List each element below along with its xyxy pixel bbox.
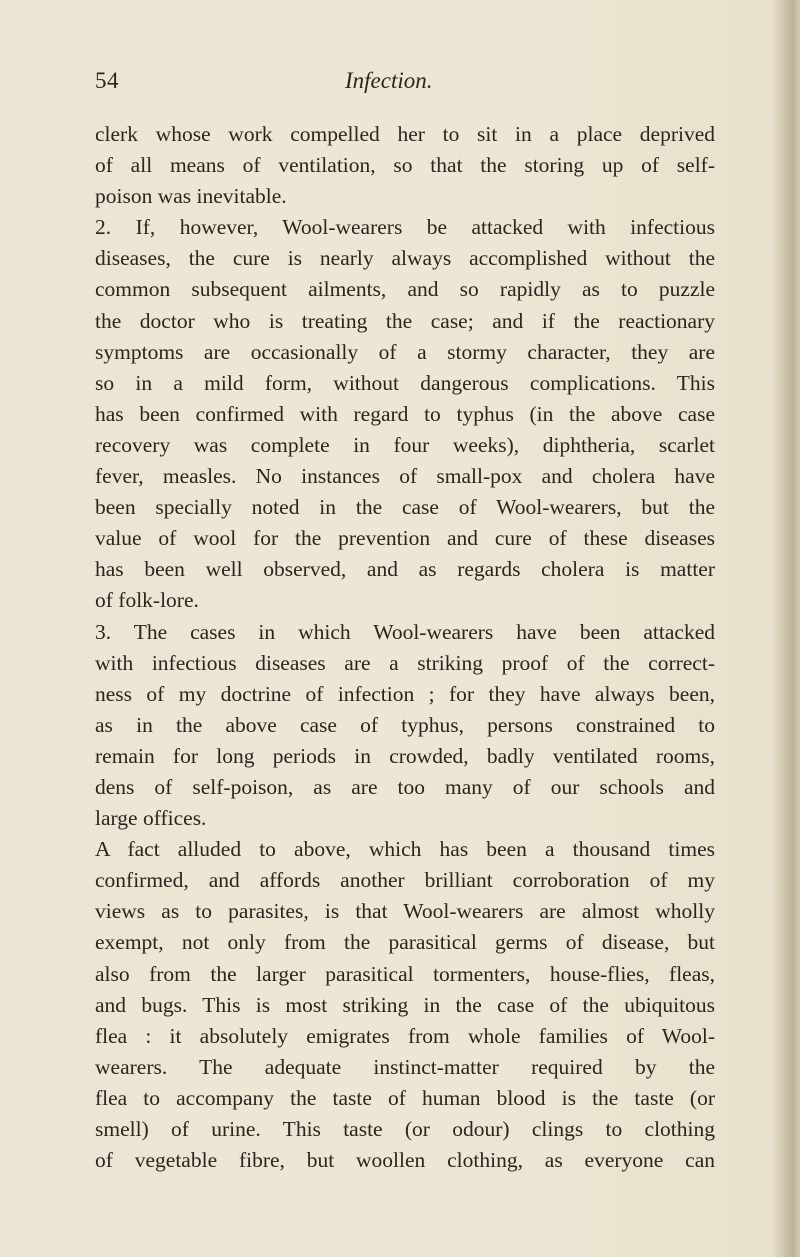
page-edge-shadow <box>772 0 800 1257</box>
running-head <box>95 68 710 98</box>
text-line: smell) of urine. This taste (or odour) clings to clothing <box>95 1117 715 1141</box>
text-line: confirmed, and affords another brilliant corroboration of my <box>95 868 715 893</box>
text-line: so in a mild form, without dangerous complications. This <box>95 370 715 395</box>
page-number: 54 <box>95 68 119 93</box>
text-line: with infectious diseases are a striking proof of the correct- <box>95 650 715 675</box>
text-line: the doctor who is treating the case; and if the reactionary <box>95 308 715 333</box>
text-line: of folk-lore. <box>95 588 199 613</box>
text-line: flea to accompany the taste of human blood is the taste (or <box>95 1085 715 1110</box>
text-line: common subsequent ailments, and so rapidly as to puzzle <box>95 277 715 302</box>
text-line: recovery was complete in four weeks), diphtheria, scarlet <box>95 432 715 457</box>
text-line: of all means of ventilation, so that the storing up of self- <box>95 153 715 178</box>
text-line: views as to parasites, is that Wool-wearers are almost wholly <box>95 899 715 924</box>
text-line: A fact alluded to above, which has been a thousand times <box>95 837 715 862</box>
text-line: flea : it absolutely emigrates from whole families of Wool- <box>95 1023 715 1048</box>
text-line: of vegetable fibre, but woollen clothing, as everyone can <box>95 1148 715 1173</box>
text-line: poison was inevitable. <box>95 184 287 209</box>
text-line: also from the larger parasitical tormenters, house-flies, fleas, <box>95 961 715 986</box>
text-line: wearers. The adequate instinct-matter required by the <box>95 1054 715 1079</box>
text-line: diseases, the cure is nearly always accomplished without the <box>95 246 715 271</box>
text-line: value of wool for the prevention and cure of these diseases <box>95 526 715 551</box>
text-line: symptoms are occasionally of a stormy character, they are <box>95 339 715 364</box>
text-line: ness of my doctrine of infection ; for they have always been, <box>95 681 715 706</box>
text-line: been specially noted in the case of Wool-wearers, but the <box>95 495 715 520</box>
text-line: large offices. <box>95 806 207 831</box>
text-line: 2. If, however, Wool-wearers be attacked with infectious <box>95 215 715 240</box>
text-line: fever, measles. No instances of small-pox and cholera have <box>95 464 715 489</box>
text-line: and bugs. This is most striking in the case of the ubiquitous <box>95 992 715 1017</box>
text-line: clerk whose work compelled her to sit in a place deprived <box>95 122 715 146</box>
text-line: has been well observed, and as regards cholera is matter <box>95 557 715 582</box>
text-line: exempt, not only from the parasitical germs of disease, but <box>95 930 715 955</box>
text-line: dens of self-poison, as are too many of our schools and <box>95 774 715 799</box>
body-text <box>95 119 715 1176</box>
text-line: 3. The cases in which Wool-wearers have been attacked <box>95 619 715 644</box>
text-line: has been confirmed with regard to typhus (in the above case <box>95 401 715 426</box>
text-line: as in the above case of typhus, persons constrained to <box>95 712 715 737</box>
text-line: remain for long periods in crowded, badly ventilated rooms, <box>95 743 715 768</box>
running-title: Infection. <box>345 68 433 93</box>
